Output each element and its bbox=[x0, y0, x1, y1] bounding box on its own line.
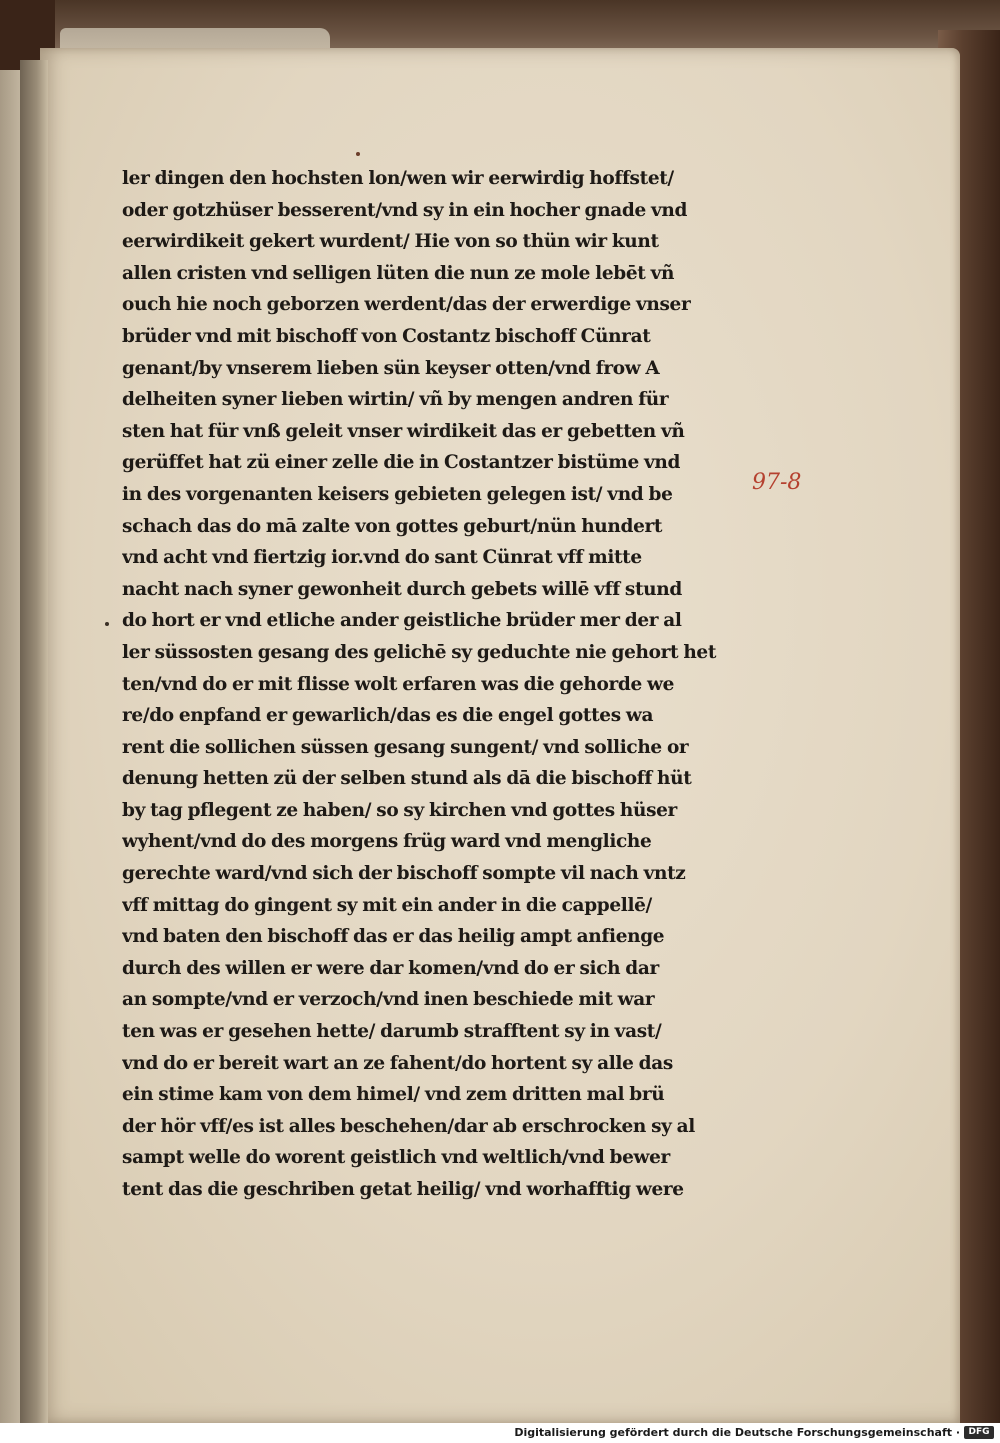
text-line: by tag pflegent ze haben/ so sy kirchen vnd gottes hüser bbox=[122, 799, 677, 821]
text-line: vnd do er bereit wart an ze fahent/do hortent sy alle das bbox=[122, 1052, 673, 1074]
text-line: tent das die geschriben getat heilig/ vnd worhafftig were bbox=[122, 1179, 684, 1200]
text-line: sten hat für vnß geleit vnser wirdikeit das er gebetten vñ bbox=[122, 420, 685, 442]
text-line: ler süssosten gesang des gelichē sy geduchte nie gehort het bbox=[122, 641, 717, 663]
text-line: in des vorgenanten keisers gebieten gelegen ist/ vnd be bbox=[122, 483, 673, 505]
ink-speck bbox=[356, 152, 360, 156]
ink-speck bbox=[105, 622, 109, 626]
digitization-footer bbox=[0, 1423, 1000, 1443]
text-line: rent die sollichen süssen gesang sungent/ vnd solliche or bbox=[122, 736, 689, 758]
text-line: denung hetten zü der selben stund als dā die bischoff hüt bbox=[122, 768, 692, 790]
text-line: vnd acht vnd fiertzig ior.vnd do sant Cünrat vff mitte bbox=[122, 547, 642, 569]
text-line: sampt welle do worent geistlich vnd weltlich/vnd bewer bbox=[122, 1147, 670, 1169]
margin-annotation: 97-8 bbox=[752, 470, 802, 495]
text-line: vff mittag do gingent sy mit ein ander in die cappellē/ bbox=[122, 894, 652, 916]
text-line: allen cristen vnd selligen lüten die nun ze mole lebēt vñ bbox=[122, 262, 675, 284]
dfg-logo-icon: DFG bbox=[964, 1426, 994, 1439]
page-text-block bbox=[122, 163, 762, 1206]
text-line: oder gotzhüser besserent/vnd sy in ein hocher gnade vnd bbox=[122, 199, 688, 221]
text-line: nacht nach syner gewonheit durch gebets willē vff stund bbox=[122, 578, 682, 600]
text-line: gerüffet hat zü einer zelle die in Costantzer bistüme vnd bbox=[122, 452, 681, 474]
text-line: re/do enpfand er gewarlich/das es die engel gottes wa bbox=[122, 705, 654, 727]
text-line: ten/vnd do er mit flisse wolt erfaren was die gehorde we bbox=[122, 673, 674, 695]
text-line: der hör vff/es ist alles beschehen/dar ab erschrocken sy al bbox=[122, 1115, 695, 1137]
text-line: gerechte ward/vnd sich der bischoff sompte vil nach vntz bbox=[122, 863, 686, 885]
text-line: ten was er gesehen hette/ darumb strafftent sy in vast/ bbox=[122, 1021, 662, 1043]
text-line: delheiten syner lieben wirtin/ vñ by mengen andren für bbox=[122, 389, 669, 411]
text-line: brüder vnd mit bischoff von Costantz bischoff Cünrat bbox=[122, 325, 651, 347]
text-line: schach das do mā zalte von gottes geburt/nün hundert bbox=[122, 515, 663, 537]
text-line: ler dingen den hochsten lon/wen wir eerwirdig hoffstet/ bbox=[122, 168, 674, 189]
text-line: do hort er vnd etliche ander geistliche brüder mer der al bbox=[122, 610, 682, 632]
text-line: ouch hie noch geborzen werdent/das der erwerdige vnser bbox=[122, 294, 691, 316]
text-line: eerwirdikeit gekert wurdent/ Hie von so thün wir kunt bbox=[122, 231, 659, 253]
funding-credit: Digitalisierung gefördert durch die Deutsche Forschungsgemeinschaft · bbox=[514, 1426, 960, 1439]
text-line: an sompte/vnd er verzoch/vnd inen beschiede mit war bbox=[122, 989, 655, 1011]
text-line: vnd baten den bischoff das er das heilig ampt anfienge bbox=[122, 926, 665, 948]
text-line: wyhent/vnd do des morgens früg ward vnd mengliche bbox=[122, 831, 652, 853]
text-line: ein stime kam von dem himel/ vnd zem dritten mal brü bbox=[122, 1084, 665, 1106]
text-line: genant/by vnserem lieben sün keyser otten/vnd frow A bbox=[122, 357, 660, 379]
text-line: durch des willen er were dar komen/vnd do er sich dar bbox=[122, 957, 659, 979]
book-gutter bbox=[20, 60, 48, 1423]
